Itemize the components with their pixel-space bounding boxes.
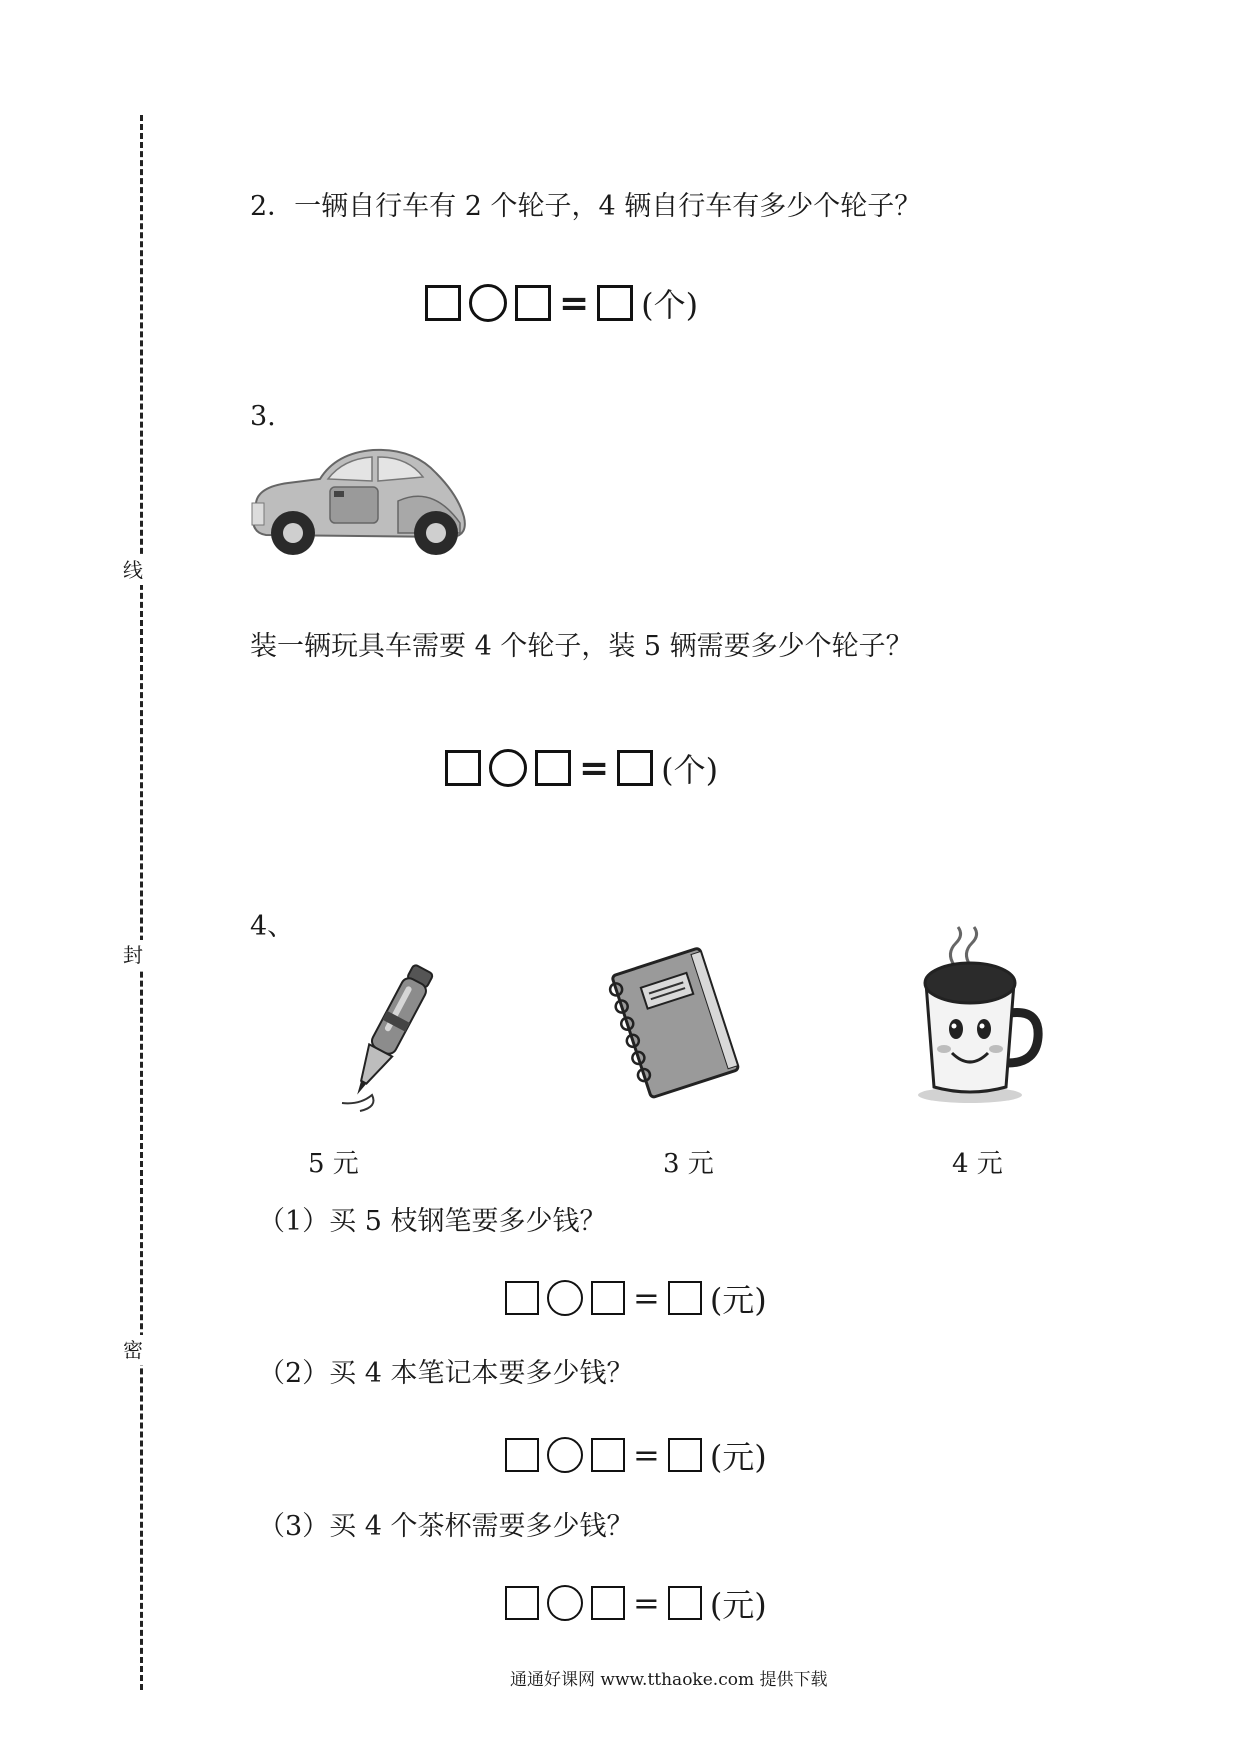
unit-label: (元) — [709, 1438, 767, 1476]
question-2-answer-equation — [425, 280, 698, 326]
operator-circle[interactable] — [547, 1280, 583, 1316]
question-3-answer-equation — [445, 745, 718, 791]
equals-sign: = — [559, 282, 590, 324]
answer-box[interactable] — [597, 285, 633, 321]
unit-label: (元) — [709, 1281, 767, 1319]
toy-car-image — [248, 445, 488, 560]
equals-sign: = — [633, 1436, 660, 1474]
answer-box[interactable] — [445, 750, 481, 786]
answer-box[interactable] — [668, 1281, 702, 1315]
mug-price: 4 元 — [952, 1149, 1003, 1179]
operator-circle[interactable] — [547, 1437, 583, 1473]
question-4-1-text: （1）买 5 枝钢笔要多少钱？ — [258, 1206, 607, 1237]
operator-circle[interactable] — [489, 749, 527, 787]
seal-char-xian: 线 — [118, 555, 148, 585]
mug-icon — [910, 925, 1045, 1105]
seal-char-mi: 密 — [118, 1335, 148, 1365]
answer-box[interactable] — [535, 750, 571, 786]
question-4-3-answer-equation — [505, 1580, 767, 1626]
pen-price: 5 元 — [308, 1149, 359, 1179]
answer-box[interactable] — [505, 1438, 539, 1472]
equals-sign: = — [579, 747, 610, 789]
unit-label: (元) — [709, 1586, 767, 1624]
answer-box[interactable] — [515, 285, 551, 321]
equals-sign: = — [633, 1584, 660, 1622]
answer-box[interactable] — [591, 1438, 625, 1472]
notebook-icon — [600, 945, 750, 1105]
notebook-price: 3 元 — [663, 1149, 714, 1179]
question-4-3-text: （3）买 4 个茶杯需要多少钱？ — [258, 1511, 634, 1542]
question-3-text: 装一辆玩具车需要 4 个轮子，装 5 辆需要多少个轮子？ — [250, 631, 913, 662]
question-2-text: 2．一辆自行车有 2 个轮子，4 辆自行车有多少个轮子？ — [250, 191, 922, 222]
pen-icon — [330, 955, 450, 1115]
answer-box[interactable] — [425, 285, 461, 321]
unit-label: (个) — [641, 286, 699, 324]
question-4-1-answer-equation — [505, 1275, 767, 1321]
seal-char-feng: 封 — [118, 940, 148, 970]
question-3-number: 3. — [250, 401, 276, 432]
answer-box[interactable] — [505, 1281, 539, 1315]
operator-circle[interactable] — [469, 284, 507, 322]
equals-sign: = — [633, 1279, 660, 1317]
question-4-2-text: （2）买 4 本笔记本要多少钱？ — [258, 1358, 634, 1389]
answer-box[interactable] — [591, 1281, 625, 1315]
answer-box[interactable] — [617, 750, 653, 786]
operator-circle[interactable] — [547, 1585, 583, 1621]
footer-source: 通通好课网 www.tthaoke.com 提供下载 — [510, 1670, 828, 1690]
answer-box[interactable] — [668, 1438, 702, 1472]
unit-label: (个) — [661, 751, 719, 789]
answer-box[interactable] — [668, 1586, 702, 1620]
answer-box[interactable] — [591, 1586, 625, 1620]
answer-box[interactable] — [505, 1586, 539, 1620]
binding-dashed-line — [140, 115, 143, 1690]
question-4-2-answer-equation — [505, 1432, 767, 1478]
question-4-number: 4、 — [250, 911, 295, 942]
